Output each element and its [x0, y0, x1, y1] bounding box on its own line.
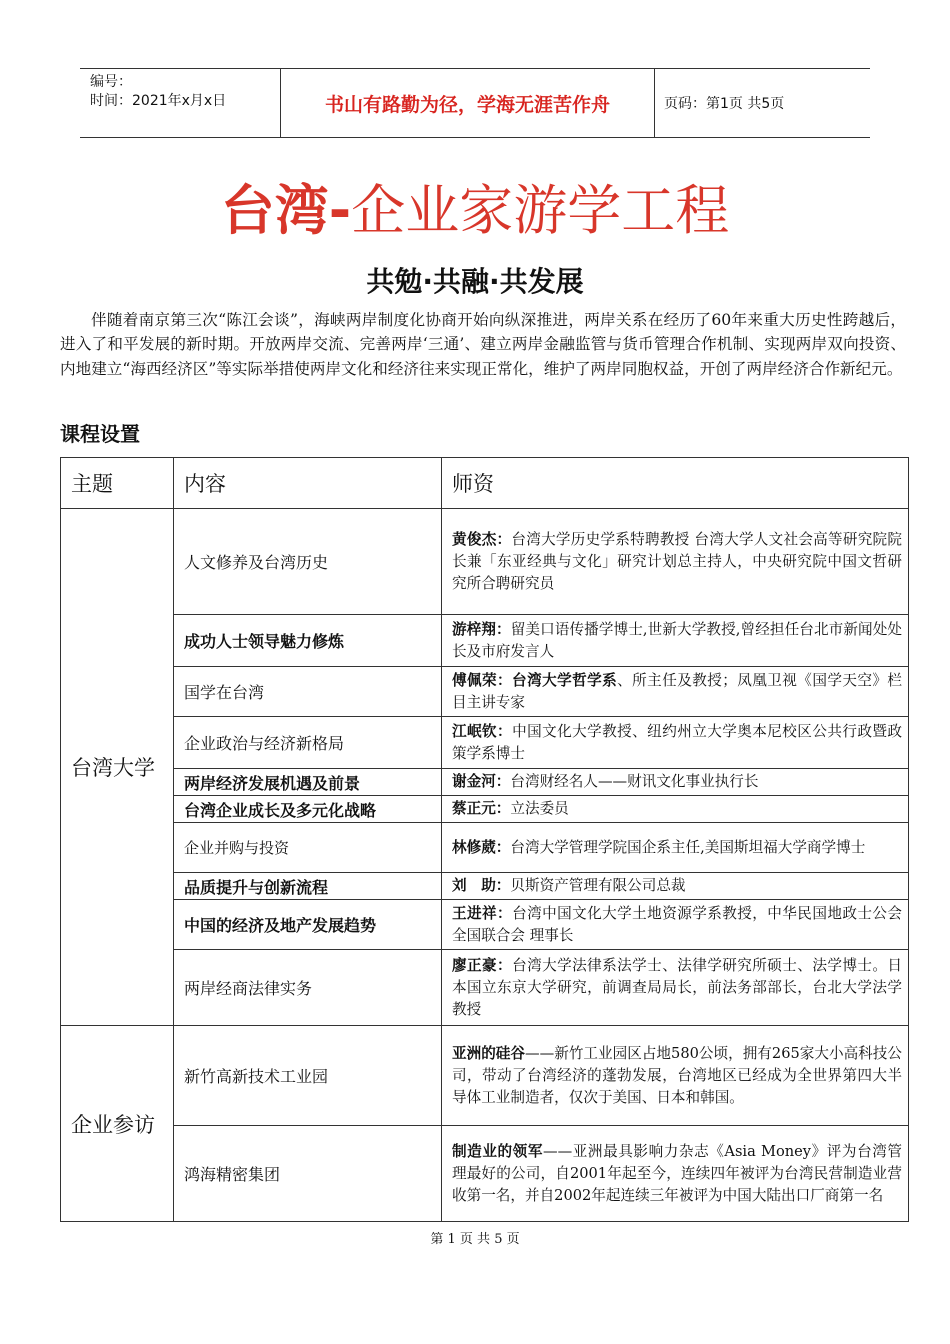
topic-cell: 台湾大学 — [61, 509, 174, 1026]
teacher-name: 林修葳： — [452, 838, 511, 856]
content-cell: 人文修养及台湾历史 — [174, 509, 442, 615]
teacher-desc: 留美口语传播学博士,世新大学教授,曾经担任台北市新闻处处长及市府发言人 — [452, 620, 902, 660]
teacher-desc: ——亚洲最具影响力杂志《Asia Money》评为台湾管理最好的公司，自2001年起至今，连续四年被评为台湾民营制造业营收第一名，并自2002年起连续三年被评为中国大陆出口厂商第一名 — [452, 1142, 902, 1204]
teacher-desc: ——新竹工业园区占地580公顷，拥有265家大小高科技公司，带动了台湾经济的蓬勃发展，台湾地区已经成为全世界第四大半导体工业制造者，仅次于美国、日本和韩国。 — [452, 1044, 902, 1106]
header-page-info: 页码：第1页 共5页 — [664, 96, 785, 112]
teacher-desc: 、所主任及教授；凤凰卫视《国学天空》栏目主讲专家 — [452, 671, 902, 711]
teacher-name: 江岷钦： — [452, 722, 513, 740]
teacher-desc: 贝斯资产管理有限公司总裁 — [510, 877, 686, 894]
table-row — [61, 667, 909, 717]
table-row — [61, 615, 909, 667]
header-teacher: 师资 — [442, 458, 909, 509]
table-row — [61, 1126, 909, 1222]
teacher-name: 谢金河： — [452, 773, 511, 790]
content-cell: 企业政治与经济新格局 — [174, 717, 442, 769]
teacher-cell — [442, 950, 909, 1026]
teacher-cell — [442, 769, 909, 796]
teacher-cell — [442, 900, 909, 950]
teacher-desc: 台湾大学法律系法学士、法律学研究所硕士、法学博士。日本国立东京大学研究，前调查局局长，前法务部部长，台北大学法学教授 — [452, 956, 902, 1018]
teacher-cell — [442, 717, 909, 769]
header-time: 时间：2021年x月x日 — [90, 93, 227, 109]
table-row — [61, 796, 909, 823]
header-motto: 书山有路勤为径，学海无涯苦作舟 — [281, 69, 655, 137]
table-row — [61, 717, 909, 769]
table-row — [61, 950, 909, 1026]
content-cell: 两岸经商法律实务 — [174, 950, 442, 1026]
teacher-desc: 台湾大学管理学院国企系主任,美国斯坦福大学商学博士 — [510, 838, 866, 856]
table-header-row — [61, 458, 909, 509]
teacher-cell — [442, 667, 909, 717]
teacher-name: 制造业的领军 — [452, 1142, 543, 1160]
teacher-cell — [442, 873, 909, 900]
header-topic: 主题 — [61, 458, 174, 509]
table-row — [61, 1026, 909, 1126]
teacher-cell — [442, 509, 909, 615]
table-row — [61, 769, 909, 796]
teacher-desc: 台湾财经名人——财讯文化事业执行长 — [510, 773, 759, 790]
teacher-name: 黄俊杰： — [452, 530, 512, 548]
content-cell: 两岸经济发展机遇及前景 — [174, 769, 442, 796]
teacher-desc: 中国文化大学教授、纽约州立大学奥本尼校区公共行政暨政策学系博士 — [452, 722, 902, 762]
page-title — [0, 176, 950, 246]
topic-cell: 企业参访 — [61, 1026, 174, 1222]
teacher-desc: 台湾大学历史学系特聘教授 台湾大学人文社会高等研究院院长兼「东亚经典与文化」研究计划总主持人，中央研究院中国文哲研究所合聘研究员 — [452, 530, 902, 592]
content-cell: 台湾企业成长及多元化战略 — [174, 796, 442, 823]
header-meta — [80, 69, 281, 137]
teacher-name: 王进祥： — [452, 904, 513, 922]
teacher-cell — [442, 796, 909, 823]
content-cell: 鸿海精密集团 — [174, 1126, 442, 1222]
title-light: 企业家游学工程 — [351, 179, 730, 242]
table-row — [61, 873, 909, 900]
header-number: 编号： — [90, 74, 132, 90]
table-row — [61, 823, 909, 873]
section-title: 课程设置 — [60, 422, 140, 446]
course-table — [60, 457, 909, 1222]
teacher-cell — [442, 615, 909, 667]
content-cell: 中国的经济及地产发展趋势 — [174, 900, 442, 950]
table-row — [61, 900, 909, 950]
content-cell: 品质提升与创新流程 — [174, 873, 442, 900]
teacher-name: 游梓翔： — [452, 620, 511, 638]
content-cell: 企业并购与投资 — [174, 823, 442, 873]
page-footer: 第 1 页 共 5 页 — [430, 1232, 520, 1247]
teacher-desc: 台湾中国文化大学土地资源学系教授，中华民国地政士公会全国联合会 理事长 — [452, 904, 902, 944]
teacher-cell — [442, 1026, 909, 1126]
content-cell: 国学在台湾 — [174, 667, 442, 717]
teacher-name: 蔡正元： — [452, 800, 511, 817]
header-content: 内容 — [174, 458, 442, 509]
title-bold: 台湾- — [220, 179, 352, 242]
teacher-name: 傅佩荣：台湾大学哲学系 — [452, 671, 618, 689]
table-row — [61, 509, 909, 615]
teacher-desc: 立法委员 — [510, 800, 569, 817]
teacher-name: 刘 助： — [452, 877, 511, 894]
document-header — [80, 68, 870, 138]
teacher-cell — [442, 1126, 909, 1222]
teacher-name: 廖正豪： — [452, 956, 513, 974]
page-subtitle: 共勉·共融·共发展 — [366, 265, 584, 298]
intro-paragraph: 伴随着南京第三次“陈江会谈”，海峡两岸制度化协商开始向纵深推进，两岸关系在经历了60年来重大历史性跨越后，进入了和平发展的新时期。开放两岸交流、完善两岸‘三通’、建立两岸金融监管与货币管理合作机制、实现两岸双向投资、内地建立“海西经济区”等实际举措使两岸文化和经济往来实现正常化，维护了两岸同胞权益，开创了两岸经济合作新纪元。 — [60, 311, 906, 378]
content-cell: 新竹高新技术工业园 — [174, 1026, 442, 1126]
teacher-name: 亚洲的硅谷 — [452, 1044, 526, 1062]
teacher-cell — [442, 823, 909, 873]
content-cell: 成功人士领导魅力修炼 — [174, 615, 442, 667]
